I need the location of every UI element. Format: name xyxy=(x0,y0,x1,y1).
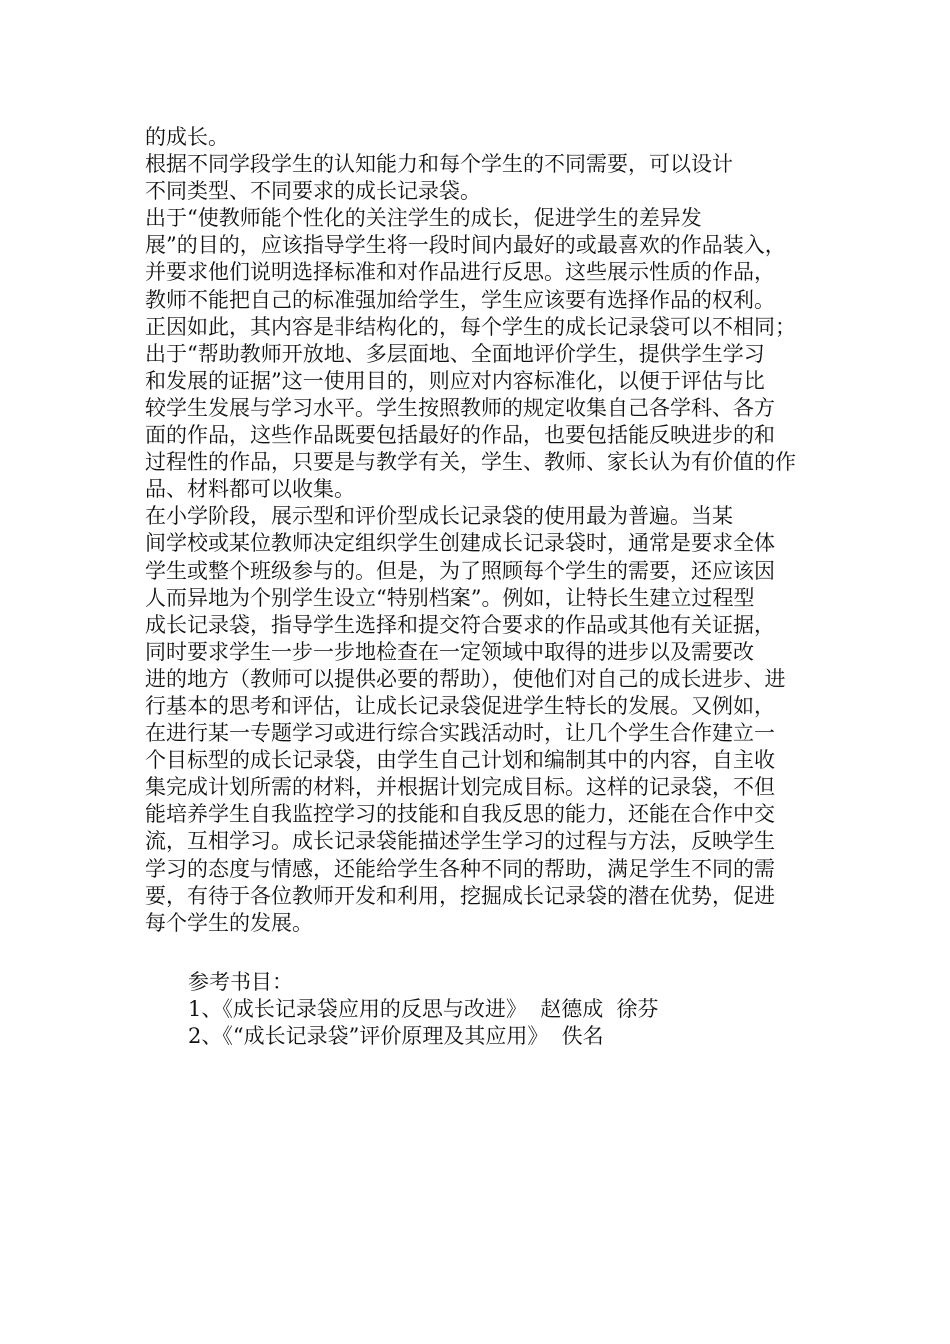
body-line: 根据不同学段学生的认知能力和每个学生的不同需要，可以设计 xyxy=(145,152,733,177)
body-line: 进的地方（教师可以提供必要的帮助），使他们对自己的成长进步、进 xyxy=(145,666,786,691)
body-line: 学生或整个班级参与的。但是，为了照顾每个学生的需要，还应该因 xyxy=(145,558,775,583)
body-line: 展”的目的，应该指导学生将一段时间内最好的或最喜欢的作品装入， xyxy=(145,233,786,258)
body-line: 流，互相学习。成长记录袋能描述学生学习的过程与方法，反映学生 xyxy=(145,829,775,854)
body-line: 的成长。 xyxy=(145,125,229,149)
body-line: 教师不能把自己的标准强加给学生，学生应该要有选择作品的权利。 xyxy=(145,287,775,312)
body-line: 个目标型的成长记录袋，由学生自己计划和编制其中的内容，自主收 xyxy=(145,748,775,773)
body-line: 正因如此，其内容是非结构化的，每个学生的成长记录袋可以不相同； xyxy=(145,314,796,339)
body-line: 能培养学生自我监控学习的技能和自我反思的能力，还能在合作中交 xyxy=(145,802,775,827)
body-line: 面的作品，这些作品既要包括最好的作品，也要包括能反映进步的和 xyxy=(145,423,775,448)
reference-item: 2、《“成长记录袋”评价原理及其应用》 佚名 xyxy=(188,1024,604,1048)
body-line: 集完成计划所需的材料，并根据计划完成目标。这样的记录袋，不但 xyxy=(145,775,775,800)
references-section xyxy=(188,969,788,1050)
body-line: 不同类型、不同要求的成长记录袋。 xyxy=(145,179,481,204)
body-line: 同时要求学生一步一步地检查在一定领域中取得的进步以及需要改 xyxy=(145,639,754,664)
body-line: 出于“使教师能个性化的关注学生的成长，促进学生的差异发 xyxy=(145,206,702,231)
body-line: 学习的态度与情感，还能给学生各种不同的帮助，满足学生不同的需 xyxy=(145,856,775,881)
body-line: 较学生发展与学习水平。学生按照教师的规定收集自己各学科、各方 xyxy=(145,395,775,420)
body-line: 出于“帮助教师开放地、多层面地、全面地评价学生，提供学生学习 xyxy=(145,341,765,366)
body-line: 过程性的作品，只要是与教学有关，学生、教师、家长认为有价值的作 xyxy=(145,450,796,475)
body-line: 要，有待于各位教师开发和利用，挖掘成长记录袋的潜在优势，促进 xyxy=(145,883,775,908)
body-line: 在小学阶段，展示型和评价型成长记录袋的使用最为普遍。当某 xyxy=(145,504,733,529)
body-line: 行基本的思考和评估，让成长记录袋促进学生特长的发展。又例如， xyxy=(145,693,775,718)
reference-item: 1、《成长记录袋应用的反思与改进》 赵德成 徐芬 xyxy=(188,997,659,1021)
body-line: 在进行某一专题学习或进行综合实践活动时，让几个学生合作建立一 xyxy=(145,721,775,746)
body-line: 成长记录袋，指导学生选择和提交符合要求的作品或其他有关证据， xyxy=(145,612,775,637)
body-text xyxy=(145,124,810,937)
references-heading: 参考书目： xyxy=(188,970,293,994)
body-line: 品、材料都可以收集。 xyxy=(145,477,355,502)
body-line: 间学校或某位教师决定组织学生创建成长记录袋时，通常是要求全体 xyxy=(145,531,775,556)
body-line: 和发展的证据”这一使用目的，则应对内容标准化，以便于评估与比 xyxy=(145,368,765,393)
body-line: 并要求他们说明选择标准和对作品进行反思。这些展示性质的作品， xyxy=(145,260,775,285)
body-line: 每个学生的发展。 xyxy=(145,910,313,935)
body-line: 人而异地为个别学生设立“特别档案”。例如，让特长生建立过程型 xyxy=(145,585,755,610)
